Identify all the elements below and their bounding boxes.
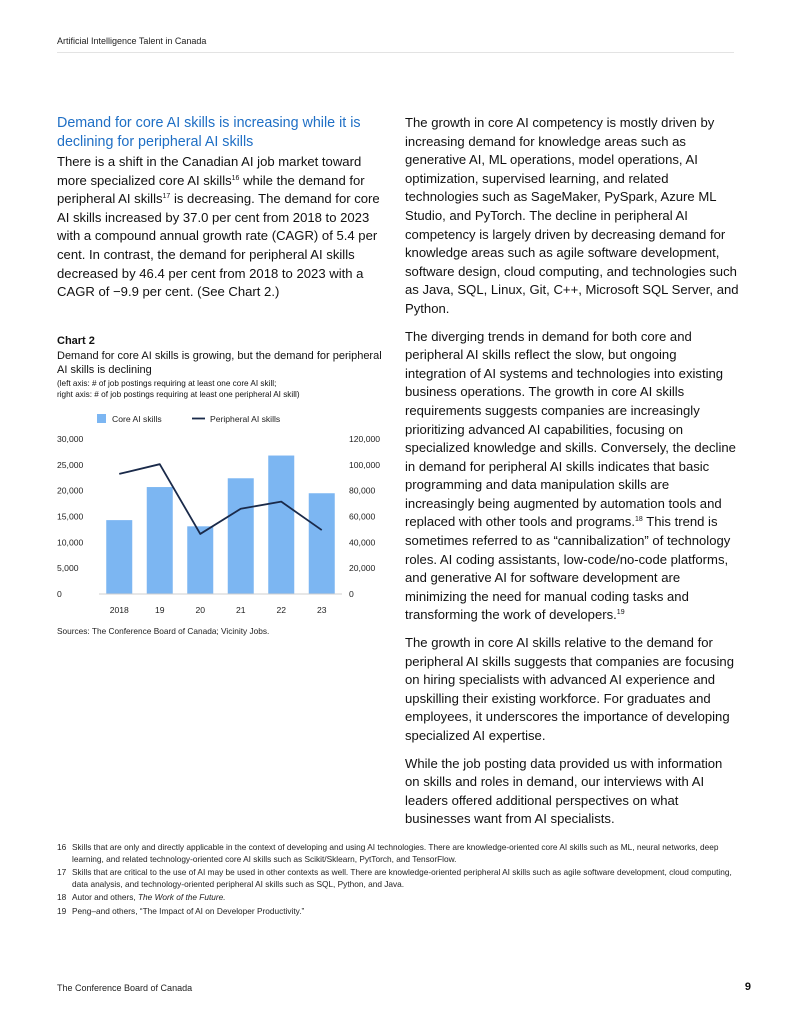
y-right-tick-label: 60,000	[349, 511, 376, 522]
footnote-number: 16	[57, 842, 67, 852]
intro-text-b: while the demand for peripheral AI skills	[57, 172, 365, 207]
y-right-tick-label: 0	[349, 588, 354, 599]
y-right-tick-label: 120,000	[349, 433, 381, 444]
x-tick-label: 22	[276, 604, 287, 614]
x-tick-label: 19	[154, 604, 165, 614]
footnotes	[57, 842, 737, 920]
paragraph-competency-drivers: The growth in core AI competency is mostly driven by increasing demand for knowledge areas such as generative AI, ML operations, model operations, AI optimization, supervised learning, and related technologies such as SageMaker, PySpark, Azure ML Studio, and PyTorch. The decline in peripheral AI competency is largely driven by decreasing demand for knowledge areas such as agile software development, software design, cloud computing, and technologies such as Java, SQL, Linux, Git, C++, Microsoft SQL Server, and Python.	[405, 115, 739, 316]
bar-core-23	[309, 493, 335, 594]
footnote-number: 17	[57, 867, 67, 878]
y-left-tick-label: 5,000	[57, 562, 79, 573]
footnote-19	[57, 906, 737, 918]
paragraph-hiring-specialists: The growth in core AI skills relative to the demand for peripheral AI skills suggests that companies are focusing on hiring specialists with advanced AI experience and upskilling their existing workforce. For graduates and employees, it underscores the importance of developing specialized AI expertise.	[405, 635, 734, 743]
chart-label: Chart 2	[57, 334, 95, 347]
footnote-text: Skills that are only and directly applicable in the context of developing and using AI technologies. There are knowledge-oriented core AI skills such as ML, neural networks, deep learning, and related technology-oriented core AI skills such as Scikit/Sklearn, PytTorch, and TensorFlow.	[72, 842, 719, 864]
y-left-tick-label: 0	[57, 588, 62, 599]
y-right-tick-label: 100,000	[349, 459, 381, 470]
footnote-text	[72, 892, 737, 904]
page-number: 9	[744, 981, 751, 993]
footnote-ref-18[interactable]: 18	[635, 516, 643, 524]
x-tick-label: 2018	[109, 604, 129, 614]
footnote-ref-19[interactable]: 19	[616, 609, 625, 617]
y-right-tick-label: 20,000	[349, 562, 376, 573]
bar-core-20	[187, 526, 213, 594]
y-left-tick-label: 30,000	[57, 433, 84, 444]
footnote-text: Peng–and others, “The Impact of AI on Developer Productivity.”	[72, 905, 305, 916]
chart-axes-note	[57, 378, 387, 400]
section-heading: Demand for core AI skills is increasing while it is declining for peripheral AI skills	[57, 115, 361, 150]
y-left-tick-label: 20,000	[57, 485, 84, 496]
right-column	[405, 114, 740, 838]
footnote-number: 18	[57, 892, 67, 903]
legend-swatch-core	[97, 414, 106, 423]
intro-paragraph	[57, 153, 387, 302]
x-tick-label: 21	[235, 604, 246, 614]
footnote-18	[57, 892, 737, 904]
x-tick-label: 23	[316, 604, 327, 614]
left-column	[57, 114, 387, 636]
bar-core-21	[228, 478, 254, 594]
header-divider	[57, 52, 734, 53]
y-left-tick-label: 10,000	[57, 537, 84, 548]
y-left-tick-label: 15,000	[57, 511, 84, 522]
paragraph-interviews: While the job posting data provided us with information on skills and roles in demand, our interviews with AI leaders offered additional perspectives on what businesses want from AI specialists.	[405, 755, 723, 827]
paragraph-diverging-trends	[405, 328, 740, 626]
chart-2	[57, 404, 387, 614]
footnote-ref-16[interactable]: 16	[231, 174, 240, 182]
y-right-tick-label: 40,000	[349, 537, 376, 548]
bar-core-2018	[106, 520, 132, 594]
bar-core-19	[147, 487, 173, 594]
legend-label-peripheral: Peripheral AI skills	[210, 413, 281, 424]
trends-text-b: This trend is sometimes referred to as “cannibalization” of technology roles. AI coding assistants, low-code/no-code platforms, and generative AI for software development are minimizing the need for manual coding tasks and transforming the work of developers.	[405, 514, 731, 623]
chart-axes-note-line-2: right axis: # of job postings requiring at least one peripheral AI skill)	[57, 389, 300, 399]
footnote-work-title: The Work of the Future.	[137, 892, 226, 903]
footnote-number: 19	[57, 905, 67, 916]
chart-axes-note-line-1: (left axis: # of job postings requiring at least one core AI skill;	[57, 378, 277, 388]
footnote-16	[57, 842, 737, 865]
footnote-17	[57, 867, 737, 890]
trends-text-a: The diverging trends in demand for both core and peripheral AI skills reflect the slow, but ongoing integration of AI systems and technologies into existing business operations. The growth in core AI skills requirements suggests companies are increasingly prioritizing advanced AI capabilities, focusing on specialized knowledge and skills. Conversely, the decline in demand for peripheral AI skills indicates that basic programming and data manipulation skills are increasingly being augmented by automation tools and replaced with other tools and programs.	[405, 328, 736, 530]
footnote-text: Skills that are critical to the use of AI may be used in other contexts as well. There are knowledge-oriented peripheral AI skills such as agile software development, cloud computing, data analysis, and technology-oriented peripheral AI skills such as SQL, Python, and Java.	[72, 867, 732, 889]
y-left-tick-label: 25,000	[57, 459, 84, 470]
intro-text-c: is decreasing. The demand for core AI skills increased by 37.0 per cent from 2018 to 2023 with a compound annual growth rate (CAGR) of 5.4 per cent. In contrast, the demand for peripheral AI skills decreased by 46.4 per cent from 2018 to 2023 with a CAGR of −9.9 per cent. (See Chart 2.)	[57, 191, 380, 300]
footnote-authors: Autor and others,	[72, 892, 138, 903]
intro-text-a: There is a shift in the Canadian AI job market toward more specialized core AI skills	[57, 154, 362, 188]
x-tick-label: 20	[195, 604, 206, 614]
running-header: Artificial Intelligence Talent in Canada	[57, 36, 207, 46]
chart-title: Demand for core AI skills is growing, but the demand for peripheral AI skills is declining	[57, 349, 382, 376]
chart-sources: Sources: The Conference Board of Canada; Vicinity Jobs.	[57, 625, 270, 636]
footer-organization: The Conference Board of Canada	[57, 983, 193, 993]
y-right-tick-label: 80,000	[349, 485, 376, 496]
legend-label-core: Core AI skills	[112, 413, 162, 424]
footnote-ref-17[interactable]: 17	[162, 193, 171, 201]
bar-core-22	[268, 455, 294, 593]
